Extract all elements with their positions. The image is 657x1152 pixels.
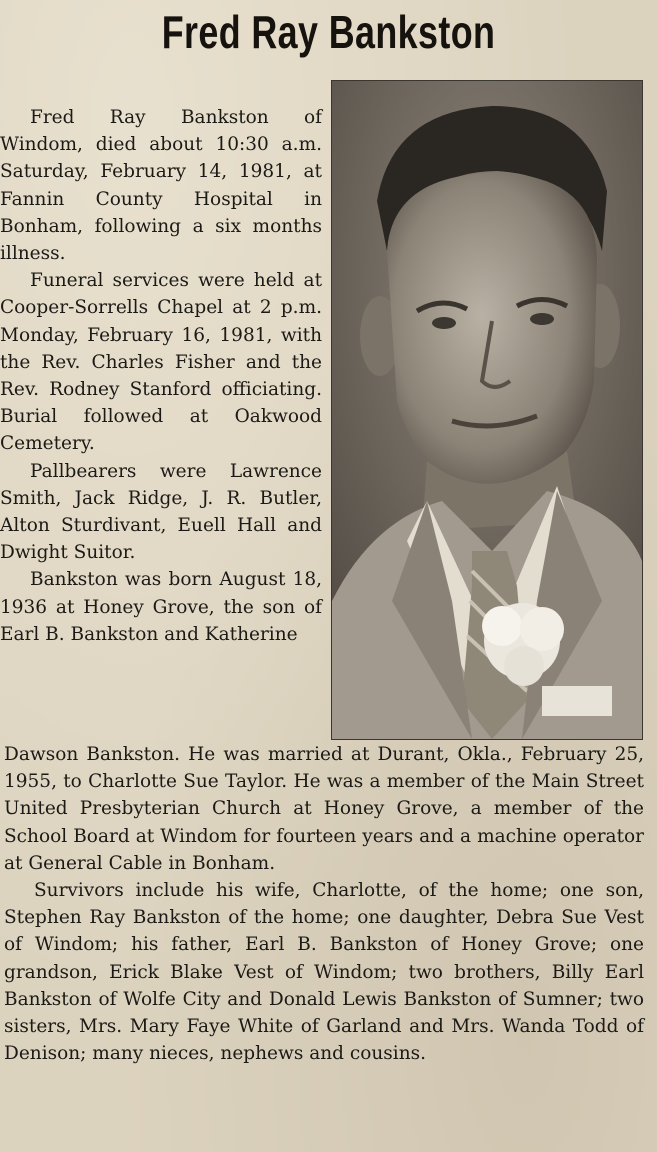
paragraph-funeral: Funeral services were held at Cooper-Sorrells Chapel at 2 p.m. Monday, February 16, 1981, with the Rev. Charles Fisher and the Rev. Rodney Stanford officiating. Burial followed at Oakwood Cemetery.: [0, 270, 322, 455]
paragraph-survivors: Survivors include his wife, Charlotte, of the home; one son, Stephen Ray Bankston of the home; one daughter, Debra Sue Vest of Windom; his father, Earl B. Bankston of Honey Grove; one grandson, Erick Blake Vest of Windom; two brothers, Billy Earl Bankston of Wolfe City and Donald Lewis Bankston of Sumner; two sisters, Mrs. Mary Faye White of Garland and Mrs. Wanda Todd of Denison; many nieces, nephews and cousins.: [4, 880, 644, 1065]
paragraph-death: Fred Ray Bankston of Windom, died about 10:30 a.m. Saturday, February 14, 1981, at Fannin County Hospital in Bonham, following a six months illness.: [0, 107, 322, 265]
paragraph-birth: Bankston was born August 18, 1936 at Honey Grove, the son of Earl B. Bankston and Katherine: [0, 569, 322, 645]
paragraph-biography: Dawson Bankston. He was married at Durant, Okla., February 25, 1955, to Charlotte Sue Taylor. He was a member of the Main Street United Presbyterian Church at Honey Grove, a member of the School Board at Windom for fourteen years and a machine operator at General Cable in Bonham.: [4, 744, 644, 874]
obituary-text-full-width: [4, 741, 644, 1067]
portrait-photo: [331, 80, 643, 740]
obituary-headline: Fred Ray Bankston: [161, 6, 496, 58]
obituary-text-left-column: [0, 104, 322, 648]
paragraph-pallbearers: Pallbearers were Lawrence Smith, Jack Ridge, J. R. Butler, Alton Sturdivant, Euell Hall and Dwight Suitor.: [0, 460, 322, 564]
